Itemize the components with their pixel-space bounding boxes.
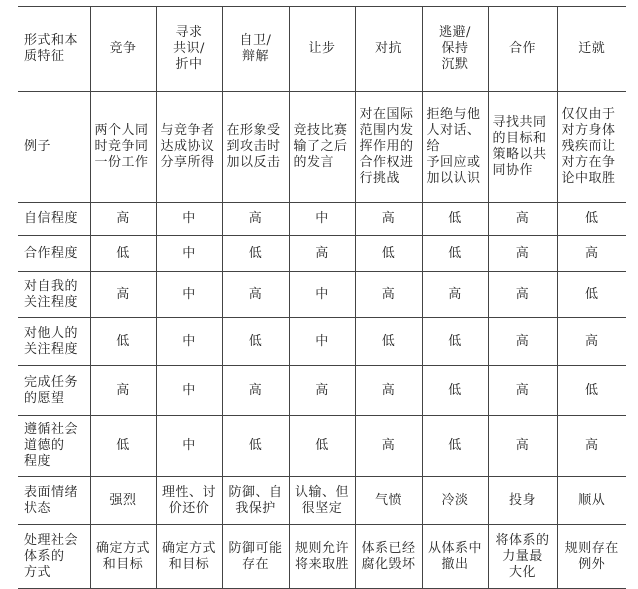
table-cell: 高 [90, 366, 156, 416]
table-cell: 高 [289, 236, 355, 272]
row-label: 处理社会 体系的 方式 [18, 525, 90, 589]
table-cell: 中 [289, 203, 355, 236]
table-cell: 高 [222, 272, 289, 318]
table-cell: 高 [222, 366, 289, 416]
table-cell: 低 [355, 318, 422, 366]
table-cell: 低 [422, 236, 488, 272]
table-cell: 高 [289, 366, 355, 416]
table-cell: 从体系中 撤出 [422, 525, 488, 589]
row-label: 遵循社会 道德的 程度 [18, 416, 90, 477]
table-cell: 高 [557, 236, 626, 272]
table-row [18, 477, 626, 525]
table-cell: 高 [488, 203, 557, 236]
table-cell: 低 [90, 236, 156, 272]
column-header: 逃避/ 保持 沉默 [422, 7, 488, 92]
row-label: 自信程度 [18, 203, 90, 236]
row-label: 合作程度 [18, 236, 90, 272]
table-cell: 高 [488, 236, 557, 272]
column-header: 对抗 [355, 7, 422, 92]
table-cell: 确定方式 和目标 [156, 525, 222, 589]
table-cell: 低 [222, 416, 289, 477]
header-row [18, 7, 626, 92]
table-cell: 高 [557, 318, 626, 366]
table-cell: 高 [90, 272, 156, 318]
table-cell: 中 [156, 416, 222, 477]
table-cell: 低 [422, 318, 488, 366]
row-label: 例子 [18, 92, 90, 203]
table-cell: 低 [90, 416, 156, 477]
table-cell: 中 [156, 236, 222, 272]
table-cell: 强烈 [90, 477, 156, 525]
column-header: 竞争 [90, 7, 156, 92]
table-cell: 仅仅由于 对方身体 残疾而让 对方在争 论中取胜 [557, 92, 626, 203]
table-cell: 两个人同 时竞争同 一份工作 [90, 92, 156, 203]
table-cell: 高 [488, 272, 557, 318]
row-label: 对他人的 关注程度 [18, 318, 90, 366]
table-cell: 与竞争者 达成协议 分享所得 [156, 92, 222, 203]
table-cell: 低 [557, 272, 626, 318]
table-cell: 气愤 [355, 477, 422, 525]
table-cell: 防御、自 我保护 [222, 477, 289, 525]
table-cell: 中 [156, 318, 222, 366]
column-header: 让步 [289, 7, 355, 92]
table-cell: 低 [90, 318, 156, 366]
table-cell: 拒绝与他 人对话、给 予回应或 加以认识 [422, 92, 488, 203]
column-header: 迁就 [557, 7, 626, 92]
table-row [18, 525, 626, 589]
table-cell: 冷淡 [422, 477, 488, 525]
table-row [18, 272, 626, 318]
table-row [18, 366, 626, 416]
table-cell: 低 [422, 203, 488, 236]
table-cell: 将体系的 力量最 大化 [488, 525, 557, 589]
table-row [18, 92, 626, 203]
table-cell: 低 [355, 236, 422, 272]
row-label: 完成任务 的愿望 [18, 366, 90, 416]
table-cell: 高 [422, 272, 488, 318]
table-cell: 确定方式 和目标 [90, 525, 156, 589]
column-header: 合作 [488, 7, 557, 92]
table-cell: 高 [222, 203, 289, 236]
table-cell: 高 [488, 416, 557, 477]
table-cell: 低 [557, 366, 626, 416]
table-cell: 在形象受 到攻击时 加以反击 [222, 92, 289, 203]
table-cell: 中 [156, 366, 222, 416]
table-row [18, 236, 626, 272]
table-cell: 理性、讨 价还价 [156, 477, 222, 525]
table-row [18, 203, 626, 236]
table-cell: 高 [355, 272, 422, 318]
table-cell: 高 [355, 366, 422, 416]
table-cell: 高 [355, 203, 422, 236]
table-cell: 规则存在 例外 [557, 525, 626, 589]
column-header: 寻求 共识/ 折中 [156, 7, 222, 92]
table-row [18, 318, 626, 366]
table-cell: 中 [156, 203, 222, 236]
table-cell: 投身 [488, 477, 557, 525]
column-header: 自卫/ 辩解 [222, 7, 289, 92]
row-label: 对自我的 关注程度 [18, 272, 90, 318]
table-cell: 中 [289, 272, 355, 318]
table-cell: 低 [222, 236, 289, 272]
table-cell: 高 [90, 203, 156, 236]
table-cell: 高 [488, 318, 557, 366]
table-cell: 认输、但 很坚定 [289, 477, 355, 525]
table-cell: 高 [488, 366, 557, 416]
row-label: 表面情绪 状态 [18, 477, 90, 525]
table-cell: 中 [289, 318, 355, 366]
table-cell: 高 [355, 416, 422, 477]
table-cell: 顺从 [557, 477, 626, 525]
table-frame [18, 6, 626, 589]
table-cell: 防御可能 存在 [222, 525, 289, 589]
corner-header-cell: 形式和本 质特征 [18, 7, 90, 92]
table-row [18, 416, 626, 477]
table-cell: 低 [422, 366, 488, 416]
table-cell: 体系已经 腐化毁坏 [355, 525, 422, 589]
table-cell: 高 [557, 416, 626, 477]
table-cell: 低 [289, 416, 355, 477]
conflict-style-table [18, 6, 626, 589]
table-cell: 低 [222, 318, 289, 366]
table-cell: 寻找共同 的目标和 策略以共 同协作 [488, 92, 557, 203]
table-cell: 竞技比赛 输了之后 的发言 [289, 92, 355, 203]
table-cell: 中 [156, 272, 222, 318]
table-cell: 规则允许 将来取胜 [289, 525, 355, 589]
table-cell: 低 [557, 203, 626, 236]
table-cell: 低 [422, 416, 488, 477]
table-cell: 对在国际 范围内发 挥作用的 合作权进 行挑战 [355, 92, 422, 203]
